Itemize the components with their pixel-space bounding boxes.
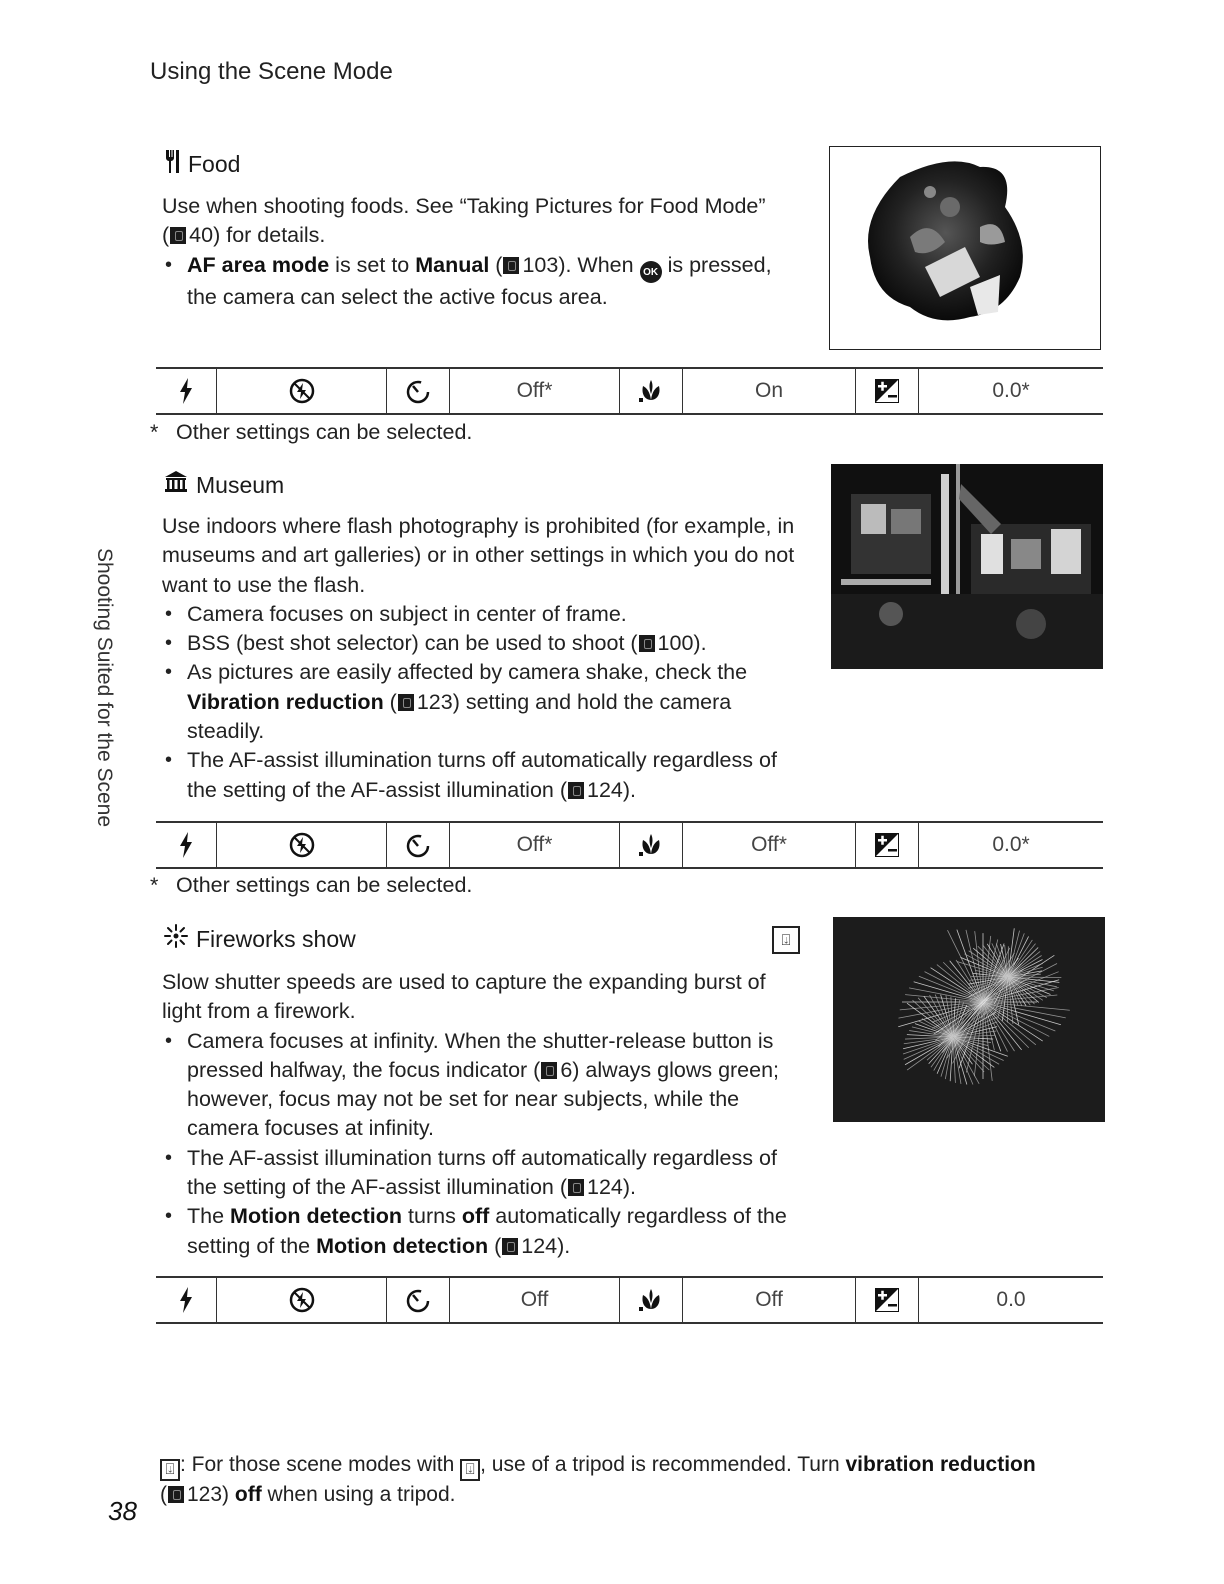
list-item: • As pictures are easily affected by camera shake, check the Vibration reduction ( 123) setting and hold the camera steadily. — [162, 658, 798, 746]
exposure-compensation-icon — [856, 1278, 919, 1322]
museum-bullet-2-ref: 100). — [657, 631, 707, 656]
food-bullet-text: is set to — [329, 252, 416, 277]
list-item — [162, 1144, 804, 1203]
off-term: off — [461, 1204, 490, 1229]
self-timer-icon — [387, 1278, 450, 1322]
page-header: Using the Scene Mode — [150, 58, 393, 85]
fireworks-bullet-1-ref: 6) always glows green; however, focus may not be set for near subjects, while the camera focuses at infinity. — [187, 1057, 780, 1141]
tripod-footnote: ⍗ : For those scene modes with ⍗ , use of a tripod is recommended. Turn vibration reduction ( 123) off when using a tripod. — [160, 1453, 1036, 1506]
list-item — [162, 1027, 804, 1144]
fireworks-bullet-2-ref: 124). — [587, 1175, 637, 1200]
page-number: 38 — [108, 1496, 137, 1526]
macro-value: Off — [683, 1278, 856, 1322]
macro-icon — [620, 369, 683, 413]
exposure-value: 0.0* — [992, 833, 1030, 856]
footnote-text-2: , use of a tripod is recommended. Turn — [480, 1453, 840, 1476]
reference-icon — [568, 782, 584, 799]
motion-detection-term: Motion detection — [316, 1233, 489, 1258]
motion-detection-term: Motion detection — [230, 1204, 403, 1229]
food-icon — [164, 148, 180, 180]
museum-heading — [164, 470, 284, 500]
fireworks-bullet-3-text-2: automatically regardless of the setting of the — [187, 1204, 787, 1258]
list-item — [162, 746, 798, 805]
flash-icon — [156, 369, 217, 413]
exposure-compensation-icon — [856, 369, 919, 413]
footnote-ref: 123) — [187, 1482, 230, 1506]
fireworks-bullet-1: Camera focuses at infinity. When the shutter-release button is pressed halfway, the focus indicator ( — [187, 1028, 774, 1082]
fireworks-bullet-2: The AF-assist illumination turns off automatically regardless of the setting of the AF-assist illumination ( — [187, 1145, 777, 1200]
fireworks-body — [162, 968, 804, 1261]
museum-settings-row — [156, 821, 1103, 869]
flash-off-icon — [217, 369, 387, 413]
footnote-text: : For those scene modes with — [180, 1453, 455, 1476]
museum-bullet-1: Camera focuses on subject in center of frame. — [187, 601, 627, 626]
vibration-reduction-term: vibration reduction — [845, 1453, 1036, 1476]
self-timer-icon — [387, 369, 450, 413]
museum-note — [150, 873, 472, 898]
macro-value: On — [683, 369, 856, 413]
fireworks-bullet-3: The — [187, 1204, 225, 1229]
list-item: • The Motion detection turns off automatically regardless of the setting of the Motion detection ( 124). — [162, 1202, 804, 1261]
museum-bullet-4: The AF-assist illumination turns off automatically regardless of the setting of the AF-assist illumination ( — [187, 748, 777, 802]
museum-note-text: Other settings can be selected. — [176, 873, 473, 897]
exposure-value: 0.0 — [996, 1288, 1026, 1311]
food-photo — [829, 146, 1101, 350]
flash-icon — [156, 1278, 217, 1322]
food-heading — [164, 148, 240, 180]
asterisk: * — [150, 873, 159, 897]
exposure-value: 0.0* — [992, 379, 1030, 402]
reference-icon — [503, 257, 519, 274]
self-timer-value: Off* — [450, 369, 620, 413]
flash-off-icon — [217, 823, 387, 867]
exposure-compensation-icon — [856, 823, 919, 867]
museum-bullet-3-ref: 123) setting and hold the camera steadily. — [187, 689, 732, 744]
museum-bullet-3: As pictures are easily affected by camera shake, check the — [187, 660, 748, 685]
reference-icon — [398, 694, 414, 711]
fireworks-settings-row — [156, 1276, 1103, 1324]
tripod-icon: ⍗ — [460, 1459, 480, 1481]
self-timer-value: Off* — [450, 823, 620, 867]
fireworks-bullet-3-ref: 124). — [521, 1233, 571, 1258]
museum-body — [162, 512, 798, 805]
museum-photo — [831, 464, 1103, 669]
food-body — [162, 192, 802, 313]
fireworks-heading — [164, 924, 356, 954]
museum-bullet-4-ref: 124). — [587, 777, 637, 802]
list-item — [162, 629, 798, 658]
reference-icon — [639, 635, 655, 652]
self-timer-icon — [387, 823, 450, 867]
tripod-icon: ⍗ — [772, 926, 800, 954]
reference-icon — [568, 1179, 584, 1196]
reference-icon — [541, 1062, 557, 1079]
museum-icon — [164, 470, 188, 500]
firework-streak — [1007, 977, 1008, 1023]
list-item — [162, 600, 798, 629]
flash-off-icon — [217, 1278, 387, 1322]
self-timer-value: Off — [450, 1278, 620, 1322]
fireworks-title: Fireworks show — [196, 925, 356, 952]
fireworks-photo — [833, 917, 1105, 1122]
af-area-mode-term: AF area mode — [187, 252, 330, 277]
fireworks-icon — [164, 924, 188, 954]
footnote-text-3: when using a tripod. — [267, 1482, 456, 1506]
flash-icon — [156, 823, 217, 867]
food-intro-text: Use when shooting foods. See “Taking Pictures for Food Mode” — [162, 194, 766, 218]
off-term: off — [234, 1482, 262, 1506]
reference-icon — [168, 1486, 184, 1503]
food-intro: Use when shooting foods. See “Taking Pictures for Food Mode” ( 40) for details. — [162, 194, 766, 248]
food-settings-row — [156, 367, 1103, 415]
vibration-reduction-term: Vibration reduction — [187, 689, 384, 714]
food-intro-ref: 40) for details. — [189, 223, 326, 248]
tripod-icon: ⍗ — [160, 1459, 180, 1481]
museum-bullet-2: BSS (best shot selector) can be used to shoot ( — [187, 631, 638, 656]
asterisk: * — [150, 420, 159, 444]
food-note — [150, 420, 472, 445]
food-bullet-ref: 103). When — [522, 252, 634, 277]
food-note-text: Other settings can be selected. — [176, 420, 473, 444]
food-title: Food — [188, 150, 241, 177]
reference-icon — [170, 227, 186, 244]
macro-value: Off* — [683, 823, 856, 867]
list-item: • AF area mode is set to Manual ( 103). When OK is pressed, the camera can select the active focus area. — [162, 251, 802, 313]
ok-button-icon: OK — [640, 261, 662, 283]
museum-title: Museum — [196, 471, 285, 498]
reference-icon — [502, 1238, 518, 1255]
fireworks-intro: Slow shutter speeds are used to capture the expanding burst of light from a firework. — [162, 970, 766, 1024]
fireworks-bullet-3-text: turns — [408, 1204, 456, 1229]
side-tab-label: Shooting Suited for the Scene — [93, 548, 116, 828]
museum-intro: Use indoors where flash photography is prohibited (for example, in museums and art galleries) or in other settings in which you do not want to use the flash. — [162, 514, 795, 597]
macro-icon — [620, 823, 683, 867]
manual-term: Manual — [415, 252, 490, 277]
macro-icon — [620, 1278, 683, 1322]
food-bullet-text-2: is pressed, the camera can select the active focus area. — [187, 252, 772, 310]
